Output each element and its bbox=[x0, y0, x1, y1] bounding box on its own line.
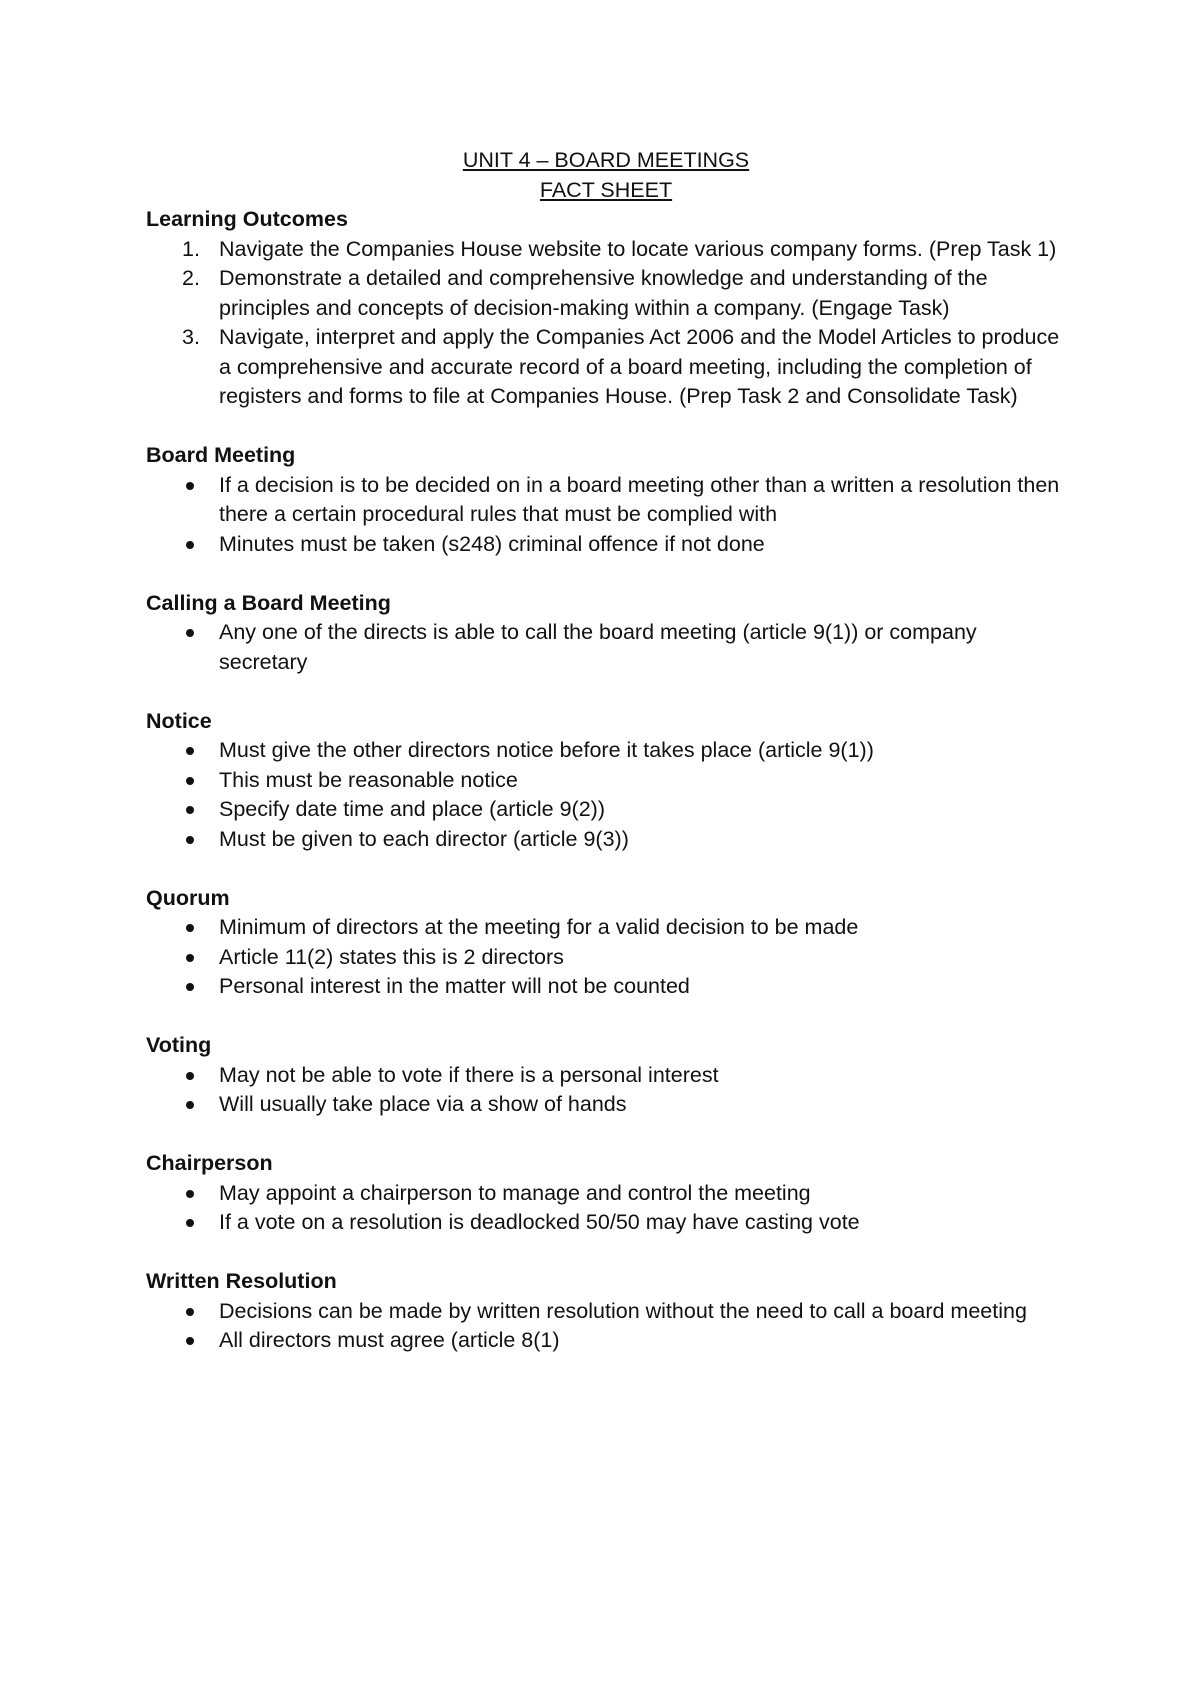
chairperson-section bbox=[146, 1149, 1066, 1238]
bullet-item bbox=[146, 972, 1066, 1002]
learning-outcomes-list bbox=[146, 235, 1066, 412]
bullet-text: Decisions can be made by written resolution without the need to call a board meeting bbox=[219, 1298, 1027, 1323]
written-resolution-section bbox=[146, 1267, 1066, 1356]
section-heading: Chairperson bbox=[146, 1151, 273, 1175]
bullet-text: If a decision is to be decided on in a board meeting other than a written a resolution then there a certain procedural rules that must be complied with bbox=[219, 472, 1060, 526]
bullet-list bbox=[146, 1061, 1066, 1120]
bullet-icon bbox=[186, 1072, 194, 1080]
section-heading: Voting bbox=[146, 1033, 212, 1057]
bullet-icon bbox=[186, 1337, 194, 1345]
bullet-icon bbox=[186, 1308, 194, 1316]
bullet-text: Specify date time and place (article 9(2)) bbox=[219, 797, 605, 821]
learning-outcome-item bbox=[146, 235, 1066, 265]
bullet-icon bbox=[186, 924, 194, 932]
section-heading: Board Meeting bbox=[146, 443, 296, 467]
list-number: 3. bbox=[182, 325, 200, 349]
bullet-text: Minutes must be taken (s248) criminal offence if not done bbox=[219, 531, 765, 556]
bullet-text: Must give the other directors notice before it takes place (article 9(1)) bbox=[219, 738, 874, 762]
learning-outcome-text: Demonstrate a detailed and comprehensive knowledge and understanding of the principles and concepts of decision-making within a company. (Engage Task) bbox=[219, 266, 988, 320]
bullet-list bbox=[146, 471, 1066, 560]
bullet-item bbox=[146, 913, 1066, 943]
bullet-item bbox=[146, 825, 1066, 855]
bullet-text: Must be given to each director (article 9(3)) bbox=[219, 826, 629, 851]
bullet-icon bbox=[186, 983, 194, 991]
bullet-item bbox=[146, 1061, 1066, 1091]
bullet-text: This must be reasonable notice bbox=[219, 767, 518, 792]
bullet-icon bbox=[186, 1219, 194, 1227]
bullet-text: All directors must agree (article 8(1) bbox=[219, 1328, 560, 1352]
voting-section bbox=[146, 1031, 1066, 1120]
title-line-unit: UNIT 4 – BOARD MEETINGS bbox=[462, 148, 750, 172]
bullet-text: May appoint a chairperson to manage and control the meeting bbox=[219, 1180, 811, 1205]
bullet-list bbox=[146, 1297, 1066, 1356]
bullet-item bbox=[146, 471, 1066, 530]
bullet-text: Any one of the directs is able to call the board meeting (article 9(1)) or company secretary bbox=[219, 620, 977, 674]
calling-board-meeting-section bbox=[146, 589, 1066, 678]
bullet-icon bbox=[186, 1190, 194, 1198]
learning-outcome-text: Navigate, interpret and apply the Companies Act 2006 and the Model Articles to produce a comprehensive and accurate record of a board meeting, including the completion of registers and forms to file at Companies House. (Prep Task 2 and Consolidate Task) bbox=[219, 325, 1060, 408]
learning-outcome-text: Navigate the Companies House website to locate various company forms. (Prep Task 1) bbox=[219, 236, 1057, 261]
learning-outcome-item bbox=[146, 323, 1066, 412]
bullet-icon bbox=[186, 806, 194, 814]
list-number: 2. bbox=[182, 266, 200, 290]
section-heading: Written Resolution bbox=[146, 1269, 337, 1293]
bullet-icon bbox=[186, 1101, 194, 1109]
bullet-icon bbox=[186, 629, 194, 637]
document-body bbox=[146, 146, 1066, 1385]
bullet-icon bbox=[186, 777, 194, 785]
bullet-icon bbox=[186, 541, 194, 549]
list-number: 1. bbox=[182, 236, 200, 261]
document-title bbox=[146, 146, 1066, 205]
bullet-icon bbox=[186, 482, 194, 490]
bullet-text: Article 11(2) states this is 2 directors bbox=[219, 944, 564, 969]
bullet-item bbox=[146, 795, 1066, 825]
bullet-list bbox=[146, 618, 1066, 677]
bullet-item bbox=[146, 1326, 1066, 1356]
bullet-list bbox=[146, 736, 1066, 854]
title-line-fact-sheet: FACT SHEET bbox=[539, 177, 673, 202]
bullet-item bbox=[146, 1208, 1066, 1238]
bullet-item bbox=[146, 736, 1066, 766]
bullet-item bbox=[146, 1090, 1066, 1120]
bullet-item bbox=[146, 530, 1066, 560]
bullet-item bbox=[146, 618, 1066, 677]
bullet-text: Will usually take place via a show of hands bbox=[219, 1092, 627, 1116]
bullet-text: Minimum of directors at the meeting for a valid decision to be made bbox=[219, 915, 859, 939]
bullet-list bbox=[146, 1179, 1066, 1238]
bullet-item bbox=[146, 766, 1066, 796]
bullet-icon bbox=[186, 954, 194, 962]
bullet-item bbox=[146, 1297, 1066, 1327]
section-heading: Quorum bbox=[146, 885, 230, 910]
board-meeting-section bbox=[146, 441, 1066, 559]
learning-outcome-item bbox=[146, 264, 1066, 323]
learning-outcomes-section bbox=[146, 205, 1066, 412]
bullet-list bbox=[146, 913, 1066, 1002]
section-heading: Notice bbox=[146, 708, 212, 733]
bullet-icon bbox=[186, 836, 194, 844]
quorum-section bbox=[146, 884, 1066, 1002]
notice-section bbox=[146, 707, 1066, 855]
bullet-item bbox=[146, 943, 1066, 973]
bullet-icon bbox=[186, 747, 194, 755]
bullet-text: Personal interest in the matter will not be counted bbox=[219, 974, 690, 998]
bullet-text: May not be able to vote if there is a personal interest bbox=[219, 1062, 719, 1087]
learning-outcomes-heading: Learning Outcomes bbox=[146, 207, 348, 231]
section-heading: Calling a Board Meeting bbox=[146, 590, 391, 615]
bullet-text: If a vote on a resolution is deadlocked 50/50 may have casting vote bbox=[219, 1210, 860, 1234]
bullet-item bbox=[146, 1179, 1066, 1209]
